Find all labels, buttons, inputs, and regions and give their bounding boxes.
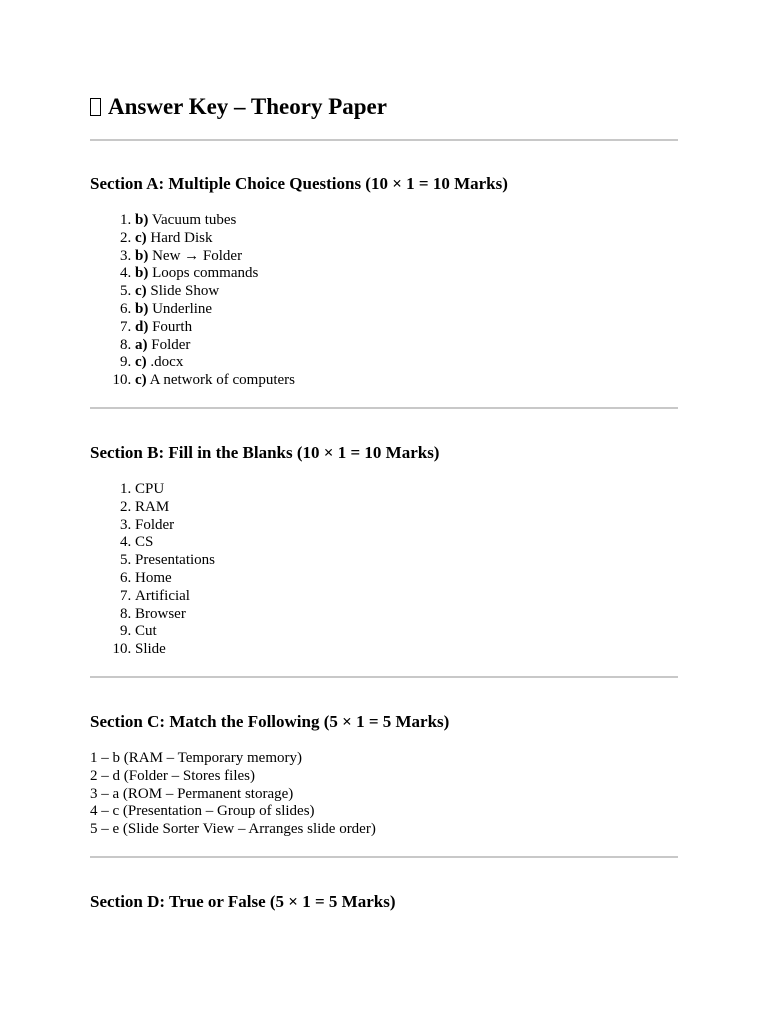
page-title-text: Answer Key – Theory Paper (108, 94, 387, 119)
list-item (135, 230, 678, 248)
match-item: 2 – d (Folder – Stores files) (90, 767, 255, 784)
list-item (135, 283, 678, 301)
answer-letter: c) (135, 354, 147, 371)
match-item: 4 – c (Presentation – Group of slides) (90, 803, 315, 820)
list-item (135, 301, 678, 319)
section-c-list (90, 750, 678, 839)
divider (90, 407, 678, 409)
list-item (135, 372, 678, 390)
list-item: 8. Browser (135, 606, 678, 624)
answer-text: Fourth (152, 318, 193, 335)
page-title (90, 92, 678, 122)
answer-text: Hard Disk (150, 229, 213, 246)
list-item: 5. Presentations (135, 552, 678, 570)
list-item (135, 265, 678, 283)
answer-letter: a) (135, 336, 148, 353)
section-b-list (90, 481, 678, 659)
section-a-heading: Section A: Multiple Choice Questions (10 × 1 = 10 Marks) (90, 174, 508, 193)
list-item: 7. Artificial (135, 588, 678, 606)
answer-text: New → Folder (152, 247, 243, 264)
answer-letter: b) (135, 212, 149, 228)
answer-letter: c) (135, 372, 147, 389)
section-a-list (90, 212, 678, 390)
document-icon (90, 98, 101, 116)
divider (90, 676, 678, 678)
section-d-heading: Section D: True or False (5 × 1 = 5 Marks) (90, 891, 396, 911)
answer-text: Folder (151, 336, 191, 353)
list-item (135, 354, 678, 372)
list-item: 10. Slide (135, 641, 678, 659)
list-item: 9. Cut (135, 623, 678, 641)
answer-text: A network of computers (149, 372, 295, 389)
answer-text: Underline (152, 300, 213, 317)
list-item: 4. CS (135, 534, 678, 552)
answer-text: Loops commands (152, 265, 259, 282)
document-content (90, 92, 678, 913)
list-item: 1. CPU (135, 481, 678, 499)
answer-text: Vacuum tubes (151, 212, 237, 228)
section-c-heading: Section C: Match the Following (5 × 1 = 5 Marks) (90, 711, 450, 731)
answer-letter: b) (135, 265, 149, 282)
answer-text: .docx (150, 354, 184, 371)
answer-letter: b) (135, 300, 149, 317)
list-item (135, 212, 678, 230)
answer-letter: d) (135, 318, 149, 335)
answer-letter: c) (135, 229, 147, 246)
divider (90, 139, 678, 141)
list-item: 2. RAM (135, 499, 678, 517)
answer-text: Slide Show (150, 283, 220, 300)
list-item (135, 319, 678, 337)
list-item (135, 337, 678, 355)
list-item (135, 248, 678, 266)
match-item: 1 – b (RAM – Temporary memory) (90, 749, 302, 766)
answer-letter: b) (135, 247, 149, 264)
match-item: 5 – e (Slide Sorter View – Arranges slide order) (90, 821, 376, 838)
list-item: 3. Folder (135, 517, 678, 535)
match-item: 3 – a (ROM – Permanent storage) (90, 785, 294, 802)
divider (90, 856, 678, 858)
answer-letter: c) (135, 283, 147, 300)
section-b-heading: Section B: Fill in the Blanks (10 × 1 = 10 Marks) (90, 442, 440, 462)
list-item: 6. Home (135, 570, 678, 588)
